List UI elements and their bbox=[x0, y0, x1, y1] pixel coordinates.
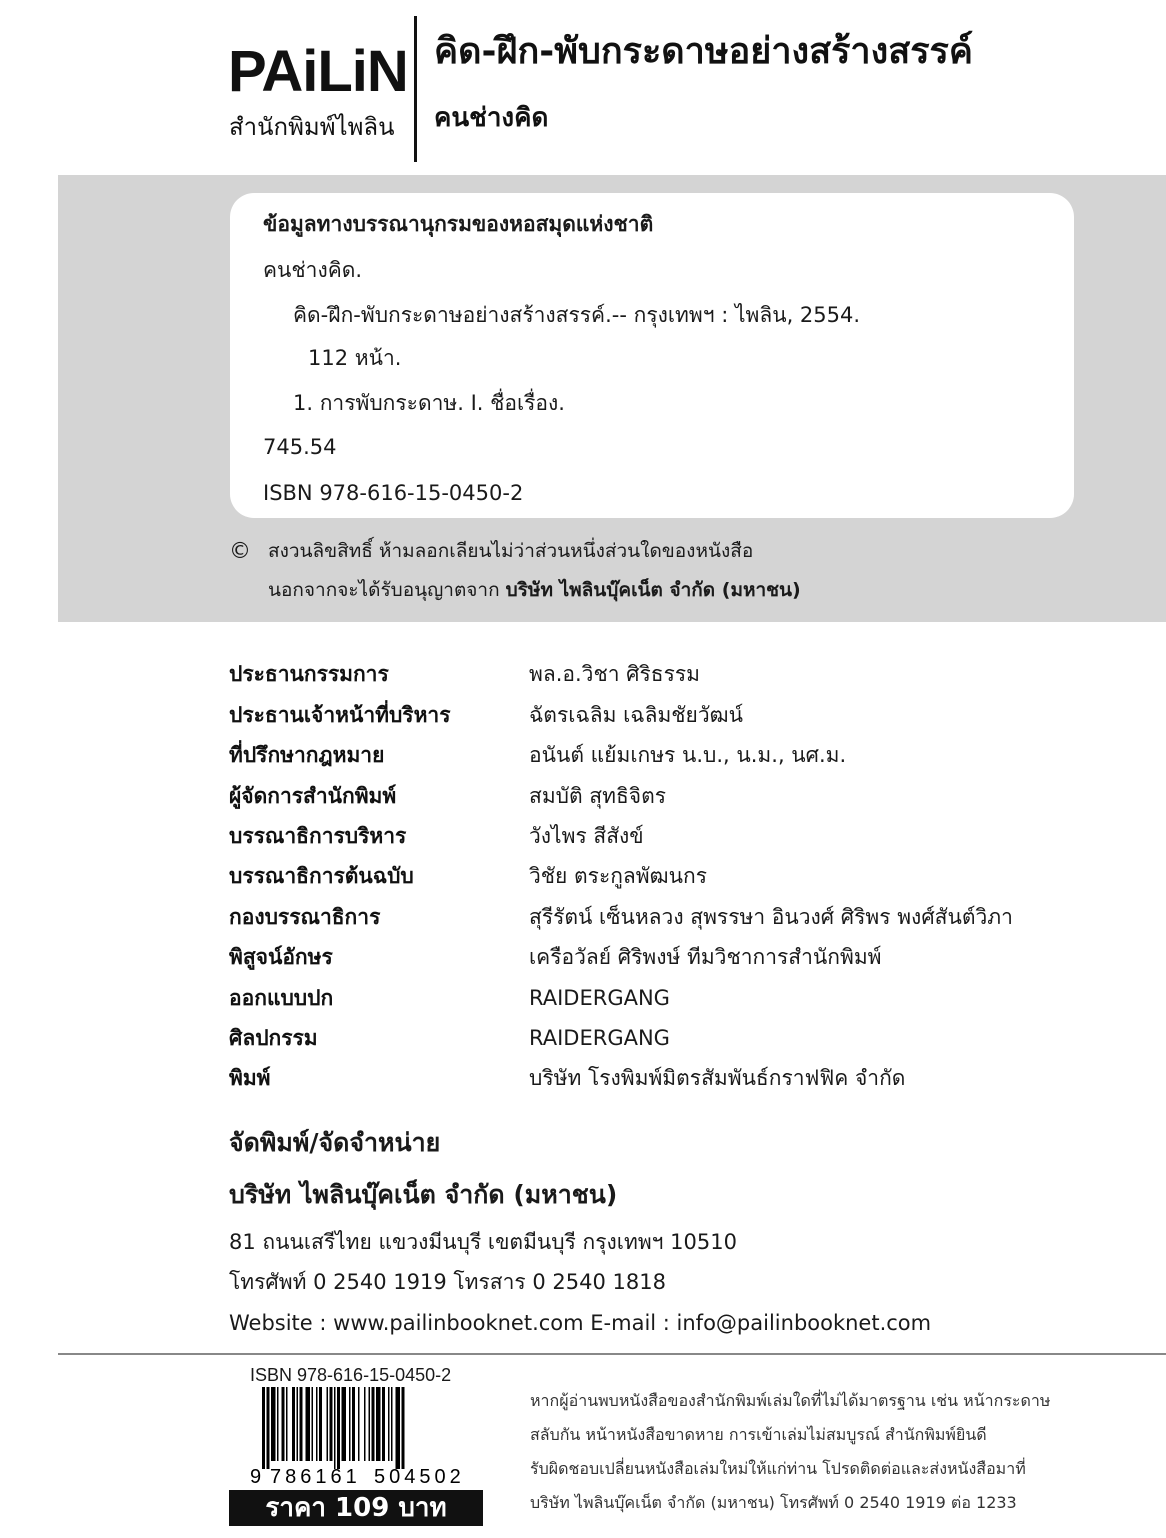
cip-heading: ข้อมูลทางบรรณานุกรมของหอสมุดแห่งชาติ bbox=[263, 212, 654, 236]
barcode-bar bbox=[334, 1387, 336, 1469]
credit-name: ฉัตรเฉลิม เฉลิมชัยวัฒน์ bbox=[529, 703, 743, 727]
credit-role: พิมพ์ bbox=[229, 1066, 271, 1090]
barcode-bar bbox=[364, 1387, 366, 1461]
cip-card bbox=[230, 193, 1074, 518]
copyright-line-1: สงวนลิขสิทธิ์ ห้ามลอกเลียนไม่ว่าส่วนหนึ่งส่วนใดของหนังสือ bbox=[268, 540, 754, 562]
barcode-bar bbox=[319, 1387, 322, 1461]
cip-title-line: คิด-ฝึก-พับกระดาษอย่างสร้างสรรค์.-- กรุงเทพฯ : ไพลิน, 2554. bbox=[293, 303, 861, 327]
bottom-rule bbox=[58, 1353, 1166, 1355]
isbn-barcode bbox=[250, 1387, 484, 1485]
barcode-bar bbox=[352, 1387, 355, 1461]
barcode-bar bbox=[330, 1387, 333, 1461]
barcode-bar bbox=[349, 1387, 351, 1461]
barcode-bar bbox=[277, 1387, 279, 1461]
distribution-phone: โทรศัพท์ 0 2540 1919 โทรสาร 0 2540 1818 bbox=[229, 1270, 666, 1294]
barcode-bar bbox=[337, 1387, 340, 1469]
cip-subject-line: 1. การพับกระดาษ. I. ชื่อเรื่อง. bbox=[293, 391, 565, 415]
cip-classification: 745.54 bbox=[263, 435, 337, 459]
barcode-bar bbox=[358, 1387, 360, 1461]
barcode-bar bbox=[316, 1387, 318, 1461]
cip-author-line: คนช่างคิด. bbox=[263, 258, 363, 282]
credit-role: ออกแบบปก bbox=[229, 986, 334, 1010]
barcode-bar bbox=[292, 1387, 295, 1461]
credit-role: พิสูจน์อักษร bbox=[229, 945, 333, 969]
header-divider bbox=[414, 16, 417, 162]
distribution-web: Website : www.pailinbooknet.com E-mail : info@pailinbooknet.com bbox=[229, 1311, 932, 1335]
copyright-line-2 bbox=[268, 576, 801, 604]
barcode-bar bbox=[388, 1387, 390, 1461]
barcode-bar bbox=[391, 1387, 393, 1461]
credit-name: เครือวัลย์ ศิริพงษ์ ทีมวิชาการสำนักพิมพ์ bbox=[529, 945, 882, 969]
credit-role: บรรณาธิการบริหาร bbox=[229, 824, 407, 848]
barcode-bar bbox=[382, 1387, 385, 1461]
barcode-bar bbox=[327, 1387, 329, 1461]
credit-name: พล.อ.วิชา ศิริธรรม bbox=[529, 662, 701, 686]
distribution-heading: จัดพิมพ์/จัดจำหน่าย bbox=[229, 1128, 441, 1157]
book-title: คิด-ฝึก-พับกระดาษอย่างสร้างสรรค์ bbox=[434, 31, 973, 72]
credit-name: อนันต์ แย้มเกษร น.บ., น.ม., นศ.ม. bbox=[529, 743, 847, 767]
barcode-first-digit: 9 bbox=[250, 1466, 262, 1485]
credit-name: สุรีรัตน์ เซ็นหลวง สุพรรษา อินวงศ์ ศิริพร พงศ์สันต์วิภา bbox=[529, 905, 1013, 929]
barcode-bar bbox=[262, 1387, 265, 1469]
credit-role: กองบรรณาธิการ bbox=[229, 905, 381, 929]
credit-role: บรรณาธิการต้นฉบับ bbox=[229, 864, 414, 888]
publisher-name: สำนักพิมพ์ไพลิน bbox=[229, 113, 395, 141]
barcode-bar bbox=[372, 1387, 375, 1461]
barcode-bar bbox=[376, 1387, 381, 1461]
publisher-logo: PAiLiN bbox=[228, 39, 408, 104]
copyright-company: บริษัท ไพลินบุ๊คเน็ต จำกัด (มหาชน) bbox=[505, 579, 801, 601]
cip-isbn: ISBN 978-616-15-0450-2 bbox=[263, 481, 524, 505]
credit-name: RAIDERGANG bbox=[529, 986, 670, 1010]
credit-name: RAIDERGANG bbox=[529, 1026, 670, 1050]
notice-line: รับผิดชอบเปลี่ยนหนังสือเล่มใหม่ให้แก่ท่าน โปรดติดต่อและส่งหนังสือมาที่ bbox=[530, 1459, 1026, 1478]
barcode-bar bbox=[286, 1387, 288, 1461]
barcode-right-digits: 504502 bbox=[374, 1466, 465, 1485]
cip-pages-line: 112 หน้า. bbox=[308, 346, 402, 370]
barcode-bar bbox=[342, 1387, 347, 1461]
barcode-left-digits: 786161 bbox=[270, 1466, 361, 1485]
barcode-isbn: ISBN 978-616-15-0450-2 bbox=[250, 1365, 452, 1385]
credit-role: ผู้จัดการสำนักพิมพ์ bbox=[229, 784, 397, 808]
credit-role: ประธานกรรมการ bbox=[229, 662, 389, 686]
notice-line: บริษัท ไพลินบุ๊คเน็ต จำกัด (มหาชน) โทรศัพท์ 0 2540 1919 ต่อ 1233 bbox=[530, 1493, 1017, 1512]
barcode-bar bbox=[396, 1387, 401, 1469]
credit-role: ที่ปรึกษากฎหมาย bbox=[229, 743, 385, 767]
credit-name: วิชัย ตระกูลพัฒนกร bbox=[529, 864, 707, 888]
credit-name: บริษัท โรงพิมพ์มิตรสัมพันธ์กราฟฟิค จำกัด bbox=[529, 1066, 906, 1090]
barcode-bar bbox=[369, 1387, 371, 1461]
book-author: คนช่างคิด bbox=[434, 103, 549, 133]
barcode-bar bbox=[297, 1387, 299, 1461]
barcode-bar bbox=[282, 1387, 285, 1461]
price-label: ราคา 109 บาท bbox=[229, 1490, 483, 1526]
barcode-bar bbox=[402, 1387, 405, 1469]
credit-role: ศิลปกรรม bbox=[229, 1026, 318, 1050]
barcode-bar bbox=[306, 1387, 311, 1461]
distribution-address: 81 ถนนเสรีไทย แขวงมีนบุรี เขตมีนบุรี กรุงเทพฯ 10510 bbox=[229, 1230, 737, 1254]
barcode-bar bbox=[267, 1387, 270, 1469]
barcode-bar bbox=[300, 1387, 303, 1461]
notice-line: สลับกัน หน้าหนังสือขาดหาย การเข้าเล่มไม่สมบูรณ์ สำนักพิมพ์ยินดี bbox=[530, 1425, 987, 1444]
barcode-bar bbox=[312, 1387, 314, 1461]
notice-line: หากผู้อ่านพบหนังสือของสำนักพิมพ์เล่มใดที่ไม่ได้มาตรฐาน เช่น หน้ากระดาษ bbox=[530, 1391, 1051, 1410]
copyright-prefix: นอกจากจะได้รับอนุญาตจาก bbox=[268, 579, 506, 601]
barcode-bar bbox=[271, 1387, 276, 1461]
credit-name: สมบัติ สุทธิจิตร bbox=[529, 784, 667, 808]
credit-name: วังไพร สีสังข์ bbox=[529, 824, 644, 848]
copyright-icon: © bbox=[229, 539, 251, 564]
credit-role: ประธานเจ้าหน้าที่บริหาร bbox=[229, 703, 451, 727]
distribution-company: บริษัท ไพลินบุ๊คเน็ต จำกัด (มหาชน) bbox=[229, 1180, 618, 1209]
